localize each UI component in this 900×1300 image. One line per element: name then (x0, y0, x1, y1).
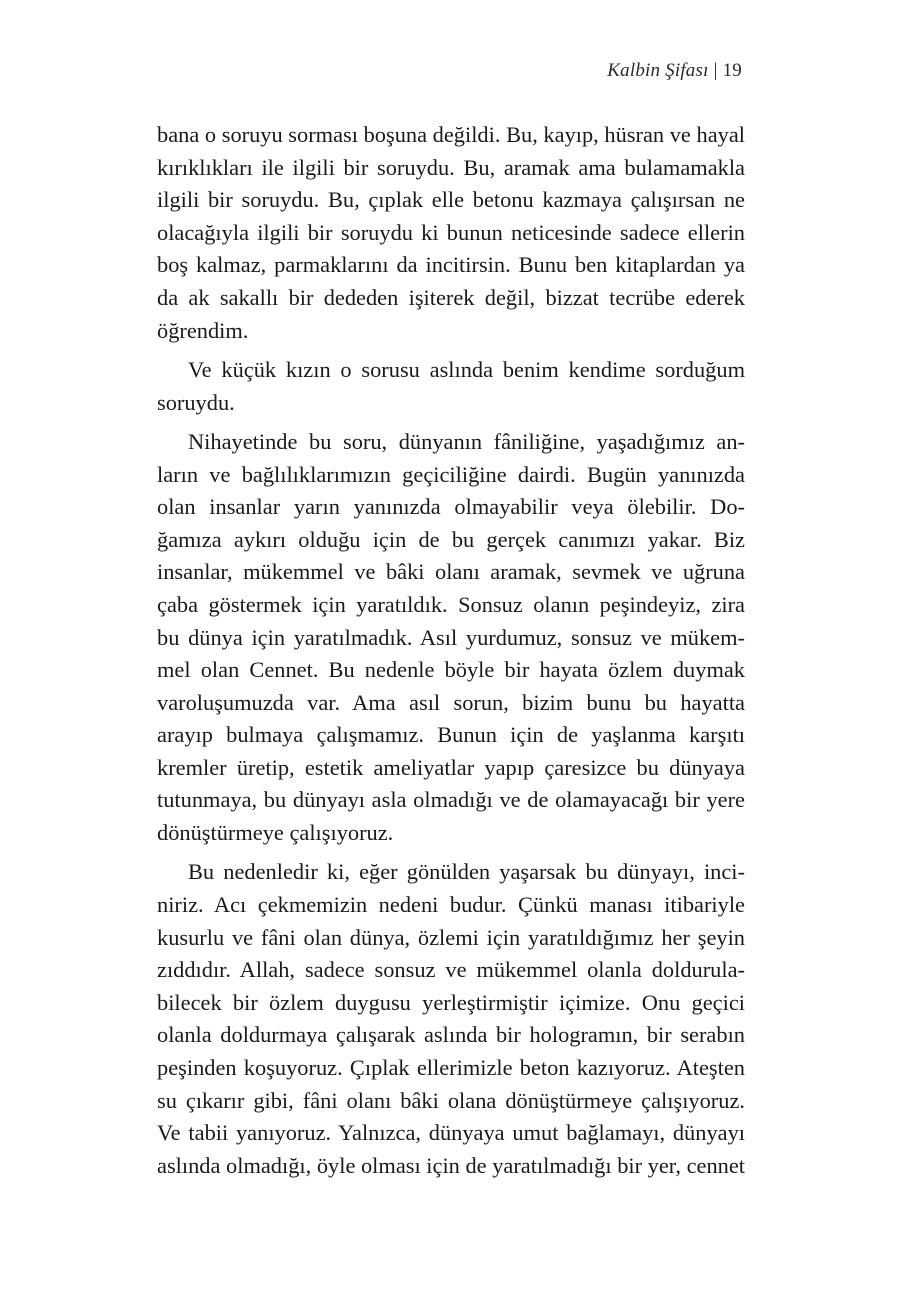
text-line: varoluşumuzda var. Ama asıl sorun, bizim bunu bu hayatta (157, 689, 745, 715)
text-line: Bu nedenledir ki, eğer gönülden yaşarsak bu dünyayı, inci- (188, 859, 745, 885)
text-line: öğrendim. (157, 317, 249, 343)
paragraph-1 (157, 119, 745, 347)
text-line: kırıklıkları ile ilgili bir soruydu. Bu, aramak ama bulamamakla (157, 154, 745, 180)
paragraph-4 (157, 856, 745, 1182)
text-line: ların ve bağlılıklarımızın geçiciliğine dairdi. Bugün yanınızda (157, 461, 745, 487)
page-number: 19 (722, 60, 742, 81)
paragraph-2 (157, 354, 745, 419)
text-line: arayıp bulmaya çalışmamız. Bunun için de yaşlanma karşıtı (157, 722, 745, 748)
text-line: mel olan Cennet. Bu nedenle böyle bir hayata özlem duymak (157, 657, 745, 683)
text-line: boş kalmaz, parmaklarını da incitirsin. Bunu ben kitaplardan ya (157, 252, 745, 278)
text-line: bilecek bir özlem duygusu yerleştirmiştir içimize. Onu geçici (157, 989, 745, 1015)
text-line: ğamıza aykırı olduğu için de bu gerçek canımızı yakar. Biz (157, 526, 745, 552)
text-line: peşinden koşuyoruz. Çıplak ellerimizle beton kazıyoruz. Ateşten (157, 1055, 745, 1081)
text-line: ilgili bir soruydu. Bu, çıplak elle betonu kazmaya çalışırsan ne (157, 187, 745, 213)
page-body (157, 119, 745, 1189)
text-line: kremler üretip, estetik ameliyatlar yapıp çaresizce bu dünyaya (157, 754, 745, 780)
text-line: çaba göstermek için yaratıldık. Sonsuz olanın peşindeyiz, zira (157, 591, 745, 617)
text-line: aslında olmadığı, öyle olması için de yaratılmadığı bir yer, cennet (157, 1152, 745, 1178)
text-line: Nihayetinde bu soru, dünyanın fâniliğine, yaşadığımız an- (188, 428, 745, 454)
text-line: da ak sakallı bir dededen işiterek değil, bizzat tecrübe ederek (157, 284, 745, 310)
text-line: olanla doldurmaya çalışarak aslında bir hologramın, bir serabın (157, 1022, 745, 1048)
text-line: soruydu. (157, 389, 235, 415)
paragraph-3 (157, 426, 745, 850)
text-line: bu dünya için yaratılmadık. Asıl yurdumuz, sonsuz ve mükem- (157, 624, 745, 650)
text-line: niriz. Acı çekmemizin nedeni budur. Çünkü manası itibariyle (157, 892, 745, 918)
text-line: zıddıdır. Allah, sadece sonsuz ve mükemmel olanla doldurula- (157, 957, 745, 983)
text-line: su çıkarır gibi, fâni olanı bâki olana dönüştürmeye çalışıyoruz. (157, 1087, 745, 1113)
text-line: dönüştürmeye çalışıyoruz. (157, 820, 394, 846)
text-line: Ve tabii yanıyoruz. Yalnızca, dünyaya umut bağlamayı, dünyayı (157, 1120, 745, 1146)
text-line: olacağıyla ilgili bir soruydu ki bunun neticesinde sadece ellerin (157, 219, 745, 245)
header-separator: | (713, 60, 718, 81)
text-line: insanlar, mükemmel ve bâki olanı aramak, sevmek ve uğruna (157, 559, 745, 585)
book-title: Kalbin Şifası (607, 60, 709, 81)
text-line: bana o soruyu sorması boşuna değildi. Bu, kayıp, hüsran ve hayal (157, 122, 745, 147)
running-header (607, 60, 742, 82)
text-line: kusurlu ve fâni olan dünya, özlemi için yaratıldığımız her şeyin (157, 924, 745, 950)
text-line: tutunmaya, bu dünyayı asla olmadığı ve de olamayacağı bir yere (157, 787, 745, 813)
text-line: olan insanlar yarın yanınızda olmayabilir veya ölebilir. Do- (157, 494, 745, 520)
text-line: Ve küçük kızın o sorusu aslında benim kendime sorduğum (188, 356, 745, 382)
